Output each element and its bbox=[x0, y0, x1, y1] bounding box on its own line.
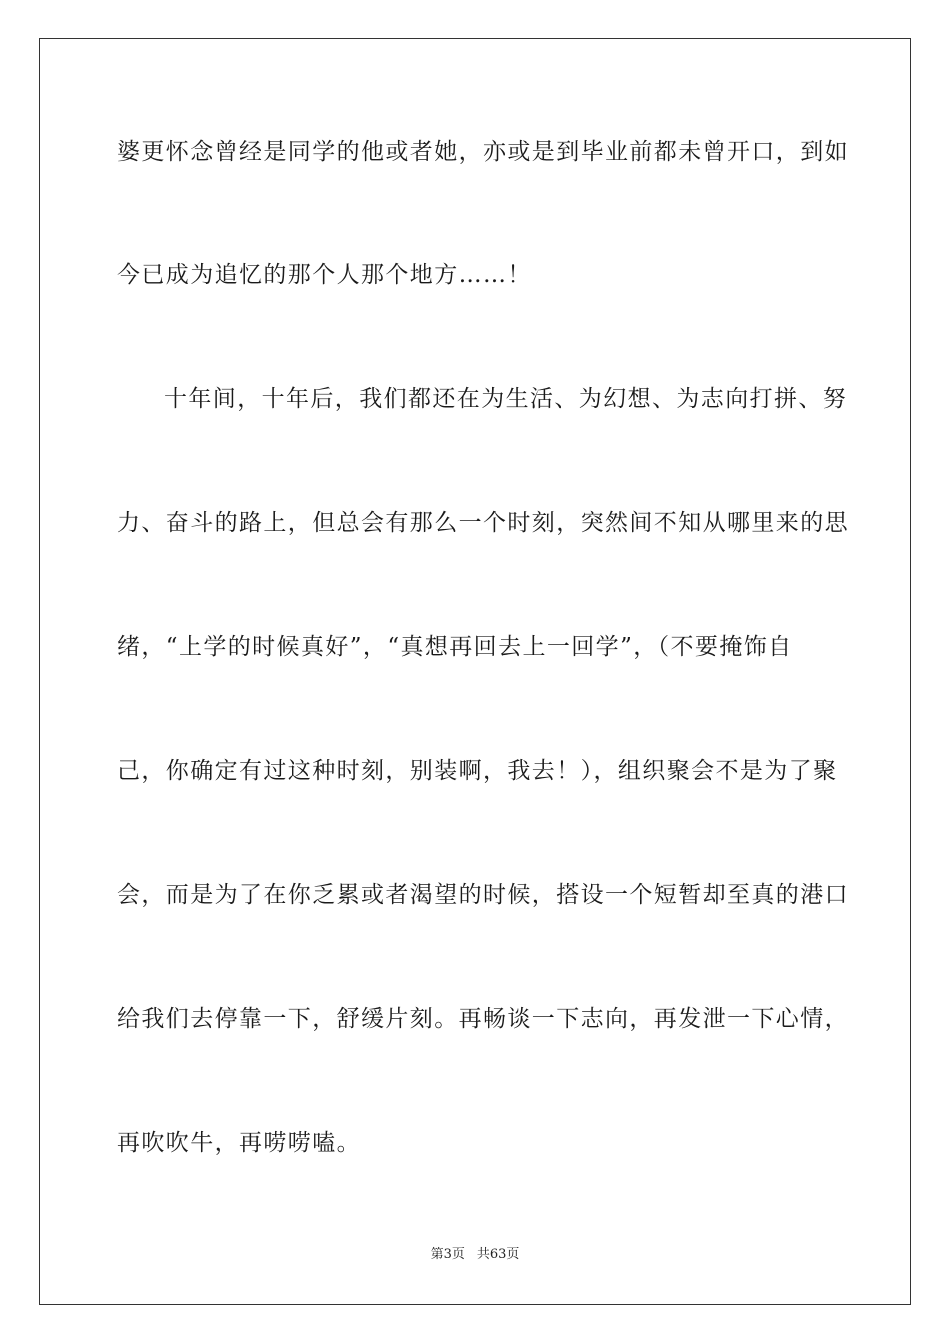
page-footer bbox=[0, 1246, 950, 1264]
paragraph-line: 十年间，十年后，我们都还在为生活、为幻想、为志向打拼、努 bbox=[164, 386, 848, 412]
page-frame bbox=[39, 38, 911, 1305]
paragraph-line: 婆更怀念曾经是同学的他或者她，亦或是到毕业前都未曾开口，到如 bbox=[117, 139, 849, 165]
total-pages: 共63页 bbox=[476, 1247, 520, 1262]
paragraph-line: 力、奋斗的路上，但总会有那么一个时刻，突然间不知从哪里来的思 bbox=[117, 510, 849, 536]
page-number: 第3页 bbox=[430, 1247, 465, 1262]
paragraph-line: 给我们去停靠一下，舒缓片刻。再畅谈一下志向，再发泄一下心情， bbox=[117, 1006, 849, 1032]
paragraph-line: 今已成为追忆的那个人那个地方……！ bbox=[117, 262, 532, 288]
paragraph-line: 绪，“上学的时候真好”，“真想再回去上一回学”，（不要掩饰自 bbox=[117, 634, 793, 660]
paragraph-line: 己，你确定有过这种时刻，别装啊，我去！），组织聚会不是为了聚 bbox=[117, 758, 838, 784]
paragraph-line: 再吹吹牛，再唠唠嗑。 bbox=[117, 1130, 361, 1156]
paragraph-line: 会，而是为了在你乏累或者渴望的时候，搭设一个短暂却至真的港口 bbox=[117, 882, 849, 908]
